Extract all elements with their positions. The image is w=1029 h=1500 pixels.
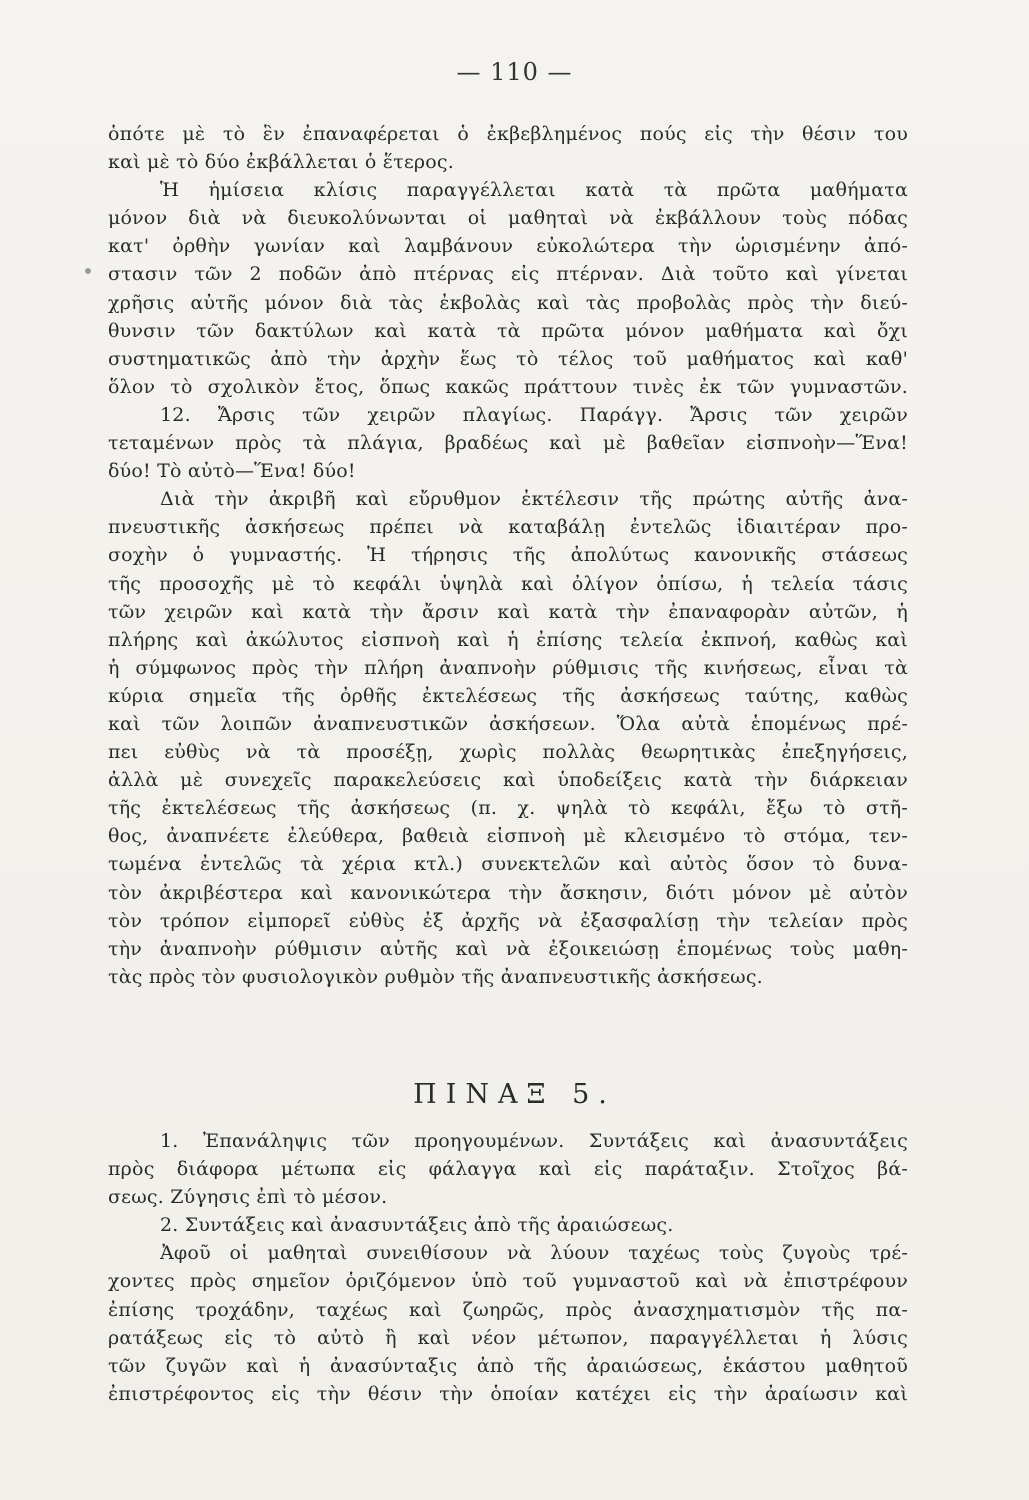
body-text-block-2 [108, 1127, 908, 1408]
text-line: ὁπότε μὲ τὸ ἓν ἐπαναφέρεται ὁ ἐκβεβλημένος πούς εἰς τὴν θέσιν του [108, 123, 908, 145]
text-line: κύρια σημεῖα τῆς ὀρθῆς ἐκτελέσεως τῆς ἀσκήσεως ταύτης, καθὼς [108, 684, 908, 707]
text-line: τὸν ἀκριβέστερα καὶ κανονικώτερα τὴν ἄσκησιν, διότι μόνον μὲ αὐτὸν [108, 881, 908, 904]
text-line: ρατάξεως εἰς τὸ αὐτὸ ἢ καὶ νέον μέτωπον, παραγγέλλεται ἡ λύσις [108, 1326, 908, 1349]
text-line: θυνσιν τῶν δακτύλων καὶ κατὰ τὰ πρῶτα μόνον μαθήματα καὶ ὄχι [108, 319, 908, 342]
text-line: σοχὴν ὁ γυμναστής. Ἡ τήρησις τῆς ἀπολύτως κανονικῆς στάσεως [108, 544, 908, 567]
text-line: τεταμένων πρὸς τὰ πλάγια, βραδέως καὶ μὲ βαθεῖαν εἰσπνοὴν—Ἕνα! [108, 432, 908, 455]
text-line: 1. Ἐπανάληψις τῶν προηγουμένων. Συντάξεις καὶ ἀνασυντάξεις [160, 1130, 908, 1152]
text-line: τὰς πρὸς τὸν φυσιολογικὸν ρυθμὸν τῆς ἀναπνευστικῆς ἀσκήσεως. [108, 965, 763, 988]
text-line: ἐπιστρέφοντος εἰς τὴν θέσιν τὴν ὁποίαν κατέχει εἰς τὴν ἀραίωσιν καὶ [108, 1382, 908, 1405]
text-line: πλήρης καὶ ἀκώλυτος εἰσπνοὴ καὶ ἡ ἐπίσης τελεία ἐκπνοή, καθὼς καὶ [108, 628, 908, 651]
text-line: Ἡ ἡμίσεια κλίσις παραγγέλλεται κατὰ τὰ πρῶτα μαθήματα [160, 179, 908, 202]
text-line: τὸν τρόπον εἰμπορεῖ εὐθὺς ἐξ ἀρχῆς νὰ ἐξασφαλίσῃ τὴν τελείαν πρὸς [108, 909, 908, 932]
text-line: τὴν ἀναπνοὴν ρύθμισιν αὐτῆς καὶ νὰ ἐξοικειώσῃ ἑπομένως τοὺς μαθη- [108, 937, 908, 960]
text-line: πρὸς διάφορα μέτωπα εἰς φάλαγγα καὶ εἰς παράταξιν. Στοῖχος βά- [108, 1158, 908, 1181]
text-line: τῆς ἐκτελέσεως τῆς ἀσκήσεως (π. χ. ψηλὰ τὸ κεφάλι, ἔξω τὸ στῆ- [108, 797, 908, 820]
text-line: στασιν τῶν 2 ποδῶν ἀπὸ πτέρνας εἰς πτέρναν. Διὰ τοῦτο καὶ γίνεται [108, 263, 908, 286]
text-line: τωμένα ἐντελῶς τὰ χέρια κτλ.) συνεκτελῶν καὶ αὐτὸς ὅσον τὸ δυνα- [108, 853, 908, 876]
text-line: κατ' ὀρθὴν γωνίαν καὶ λαμβάνουν εὐκολώτερα τὴν ὡρισμένην ἀπό- [108, 235, 908, 258]
text-line: Ἀφοῦ οἱ μαθηταὶ συνειθίσουν νὰ λύουν ταχέως τοὺς ζυγοὺς τρέ- [160, 1242, 908, 1265]
text-line: τῶν χειρῶν καὶ κατὰ τὴν ἄρσιν καὶ κατὰ τὴν ἐπαναφορὰν αὐτῶν, ἡ [108, 600, 908, 623]
ink-speck [85, 268, 91, 274]
section-heading-pinax-5: ΠΙΝΑΞ 5. [413, 1079, 616, 1110]
text-line: τῶν ζυγῶν καὶ ἡ ἀνασύνταξις ἀπὸ τῆς ἀραιώσεως, ἑκάστου μαθητοῦ [108, 1354, 908, 1377]
text-line: σεως. Ζύγησις ἐπὶ τὸ μέσον. [108, 1186, 388, 1209]
text-line: πει εὐθὺς νὰ τὰ προσέξῃ, χωρὶς πολλὰς θεωρητικὰς ἐπεξηγήσεις, [108, 741, 908, 764]
exercise-12-heading: 12. Ἄρσις τῶν χειρῶν πλαγίως. Παράγγ. Ἄρσις τῶν χειρῶν [160, 403, 908, 426]
page-number: — 110 — [456, 58, 573, 86]
body-text-block-1 [108, 120, 908, 991]
text-line: μόνον διὰ νὰ διευκολύνωνται οἱ μαθηταὶ νὰ ἐκβάλλουν τοὺς πόδας [108, 207, 908, 230]
text-line: χρῆσις αὐτῆς μόνον διὰ τὰς ἐκβολὰς καὶ τὰς προβολὰς πρὸς τὴν διεύ- [108, 291, 908, 314]
text-line: καὶ τῶν λοιπῶν ἀναπνευστικῶν ἀσκήσεων. Ὅλα αὐτὰ ἑπομένως πρέ- [108, 712, 908, 735]
text-line: δύο! Τὸ αὐτὸ—Ἕνα! δύο! [108, 460, 356, 483]
text-line: καὶ μὲ τὸ δύο ἐκβάλλεται ὁ ἕτερος. [108, 151, 454, 174]
text-line: πνευστικῆς ἀσκήσεως πρέπει νὰ καταβάλῃ ἐντελῶς ἰδιαιτέραν προ- [108, 516, 908, 539]
text-line: 2. Συντάξεις καὶ ἀνασυντάξεις ἀπὸ τῆς ἀραιώσεως. [160, 1214, 674, 1237]
text-line: ὅλον τὸ σχολικὸν ἔτος, ὅπως κακῶς πράττουν τινὲς ἐκ τῶν γυμναστῶν. [108, 375, 908, 398]
text-line: θος, ἀναπνέετε ἐλεύθερα, βαθειὰ εἰσπνοὴ μὲ κλεισμένο τὸ στόμα, τεν- [108, 825, 908, 848]
text-line: τῆς προσοχῆς μὲ τὸ κεφάλι ὑψηλὰ καὶ ὀλίγον ὀπίσω, ἡ τελεία τάσις [108, 572, 908, 595]
text-line: ἐπίσης τροχάδην, ταχέως καὶ ζωηρῶς, πρὸς ἀνασχηματισμὸν τῆς πα- [108, 1298, 908, 1321]
text-line: Διὰ τὴν ἀκριβῆ καὶ εὔρυθμον ἐκτέλεσιν τῆς πρώτης αὐτῆς ἀνα- [160, 488, 908, 511]
text-line: ἀλλὰ μὲ συνεχεῖς παρακελεύσεις καὶ ὑποδείξεις κατὰ τὴν διάρκειαν [108, 769, 908, 792]
text-line: ἡ σύμφωνος πρὸς τὴν πλήρη ἀναπνοὴν ρύθμισις τῆς κινήσεως, εἶναι τὰ [108, 656, 908, 679]
text-line: συστηματικῶς ἀπὸ τὴν ἀρχὴν ἕως τὸ τέλος τοῦ μαθήματος καὶ καθ' [108, 347, 908, 370]
text-line: χοντες πρὸς σημεῖον ὁριζόμενον ὑπὸ τοῦ γυμναστοῦ καὶ νὰ ἐπιστρέφουν [108, 1270, 908, 1293]
